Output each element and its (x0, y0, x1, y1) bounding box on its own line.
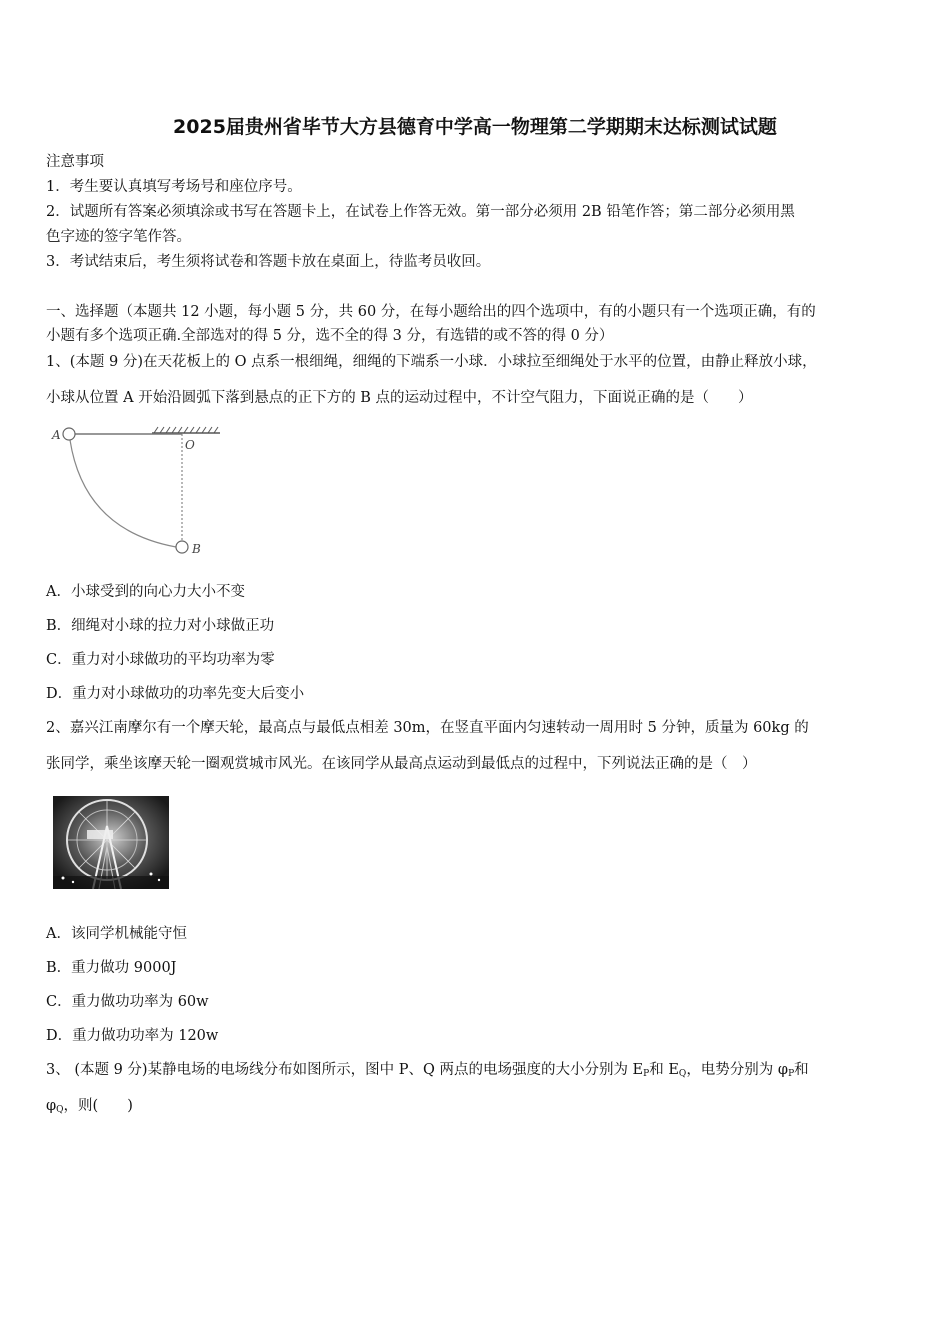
q1-option-a[interactable]: A．小球受到的向心力大小不变 (46, 584, 245, 600)
q3-text-part: 和 (794, 1062, 809, 1078)
notice-item: 2．试题所有答案必须填涂或书写在答题卡上，在试卷上作答无效。第一部分必须用 2B 铅笔作答；第二部分必须用黑 (46, 204, 795, 220)
question-1-text: 小球从位置 A 开始沿圆弧下落到悬点的正下方的 B 点的运动过程中，不计空气阻力，下面说正确的是（ ） (46, 390, 753, 406)
label-o: O (185, 438, 195, 452)
section-instructions: 小题有多个选项正确.全部选对的得 5 分，选不全的得 3 分，有选错的或不答的得 0 分） (46, 328, 614, 344)
ceiling-hatch (154, 427, 218, 433)
label-b: B (192, 542, 201, 556)
notice-heading: 注意事项 (46, 154, 104, 170)
q3-subscript: Q (678, 1069, 687, 1079)
q3-text-part: ，则( ) (63, 1098, 133, 1114)
question-1-text: 1、(本题 9 分)在天花板上的 O 点系一根细绳，细绳的下端系一小球．小球拉至细绳处于水平的位置，由静止释放小球， (46, 354, 817, 370)
notice-item: 色字迹的签字笔作答。 (46, 229, 191, 245)
ferris-wheel-photo (53, 796, 169, 889)
pendulum-figure (44, 420, 224, 565)
q3-text-part: 3、 (本题 9 分)某静电场的电场线分布如图所示，图中 P、Q 两点的电场强度的大小分别为 E (46, 1062, 644, 1078)
q3-subscript: P (788, 1069, 795, 1079)
question-3-text (46, 1058, 910, 1086)
question-2-text: 2、嘉兴江南摩尔有一个摩天轮，最高点与最低点相差 30m，在竖直平面内匀速转动一周用时 5 分钟，质量为 60kg 的 (46, 720, 809, 736)
section-instructions: 一、选择题（本题共 12 小题，每小题 5 分，共 60 分，在每小题给出的四个选项中，有的小题只有一个选项正确，有的 (46, 304, 816, 320)
ball-b (176, 541, 188, 553)
q3-subscript: P (643, 1069, 650, 1079)
q1-option-d[interactable]: D．重力对小球做功的功率先变大后变小 (46, 686, 305, 702)
question-2-text: 张同学，乘坐该摩天轮一圈观赏城市风光。在该同学从最高点运动到最低点的过程中，下列说法正确的是（ ） (46, 756, 757, 772)
q1-option-c[interactable]: C．重力对小球做功的平均功率为零 (46, 652, 275, 668)
ball-a (63, 428, 75, 440)
q1-option-b[interactable]: B．细绳对小球的拉力对小球做正功 (46, 618, 275, 634)
notice-item: 3．考试结束后，考生须将试卷和答题卡放在桌面上，待监考员收回。 (46, 254, 491, 270)
q2-option-c[interactable]: C．重力做功功率为 60w (46, 994, 209, 1010)
page-title: 2025届贵州省毕节大方县德育中学高一物理第二学期期末达标测试试题 (173, 116, 777, 138)
q3-text-part: φ (46, 1098, 57, 1114)
q2-option-b[interactable]: B．重力做功 9000J (46, 960, 177, 976)
q3-text-part: 和 E (649, 1062, 679, 1078)
q3-subscript: Q (56, 1105, 64, 1115)
label-a: A (52, 428, 61, 442)
q3-text-part: ，电势分别为 φ (686, 1062, 789, 1078)
q2-option-d[interactable]: D．重力做功功率为 120w (46, 1028, 219, 1044)
arc-path (70, 440, 176, 547)
q2-option-a[interactable]: A．该同学机械能守恒 (46, 926, 187, 942)
question-3-text (46, 1094, 910, 1122)
notice-item: 1．考生要认真填写考场号和座位序号。 (46, 179, 302, 195)
